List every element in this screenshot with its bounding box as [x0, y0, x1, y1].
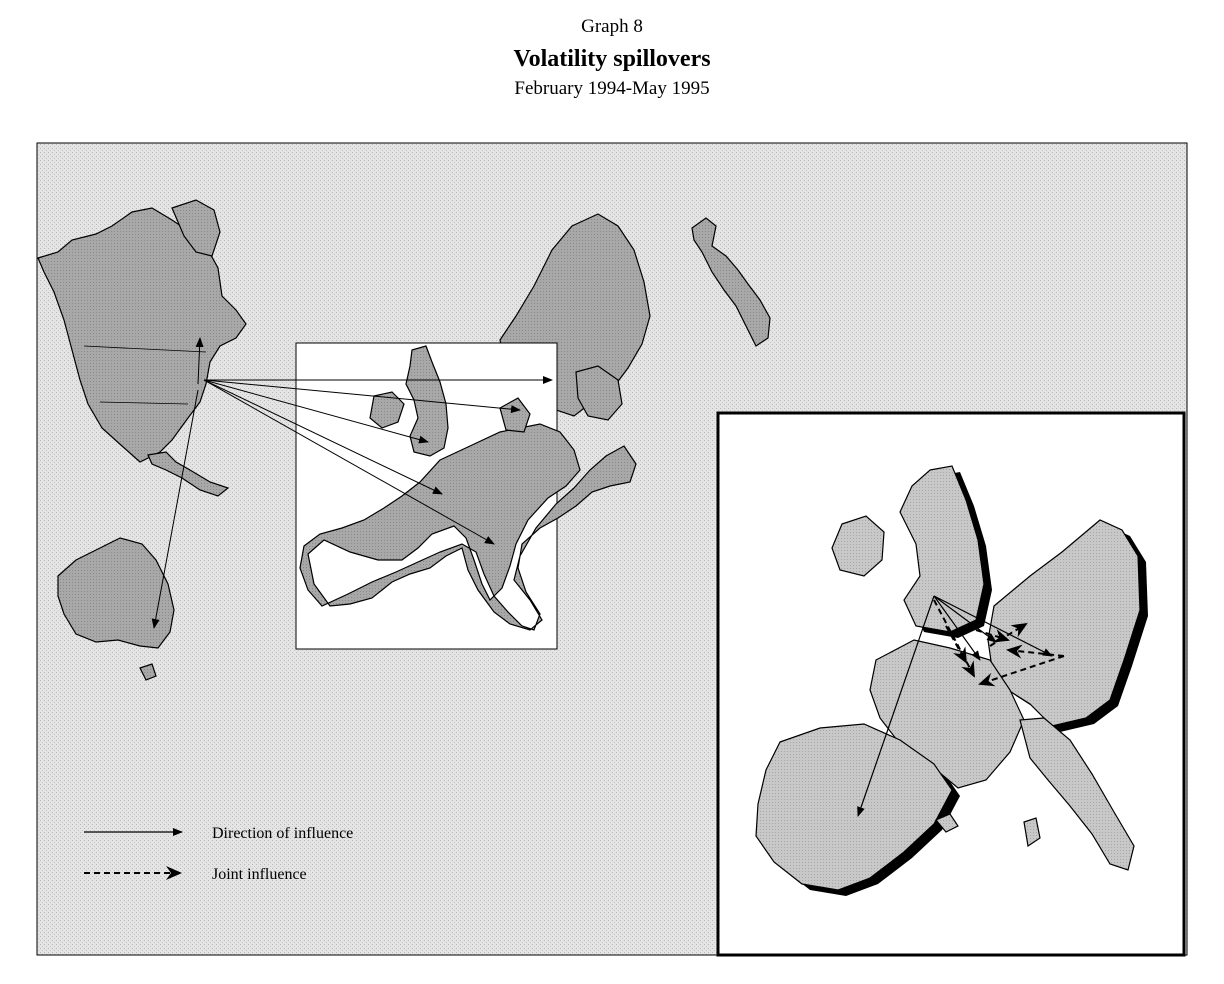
legend-label-direction: Direction of influence: [212, 825, 354, 842]
figure-period: February 1994-May 1995: [514, 78, 710, 99]
graph-label: Graph 8: [581, 16, 643, 37]
legend-label-joint: Joint influence: [212, 866, 307, 883]
figure-title: Volatility spillovers: [513, 46, 711, 72]
